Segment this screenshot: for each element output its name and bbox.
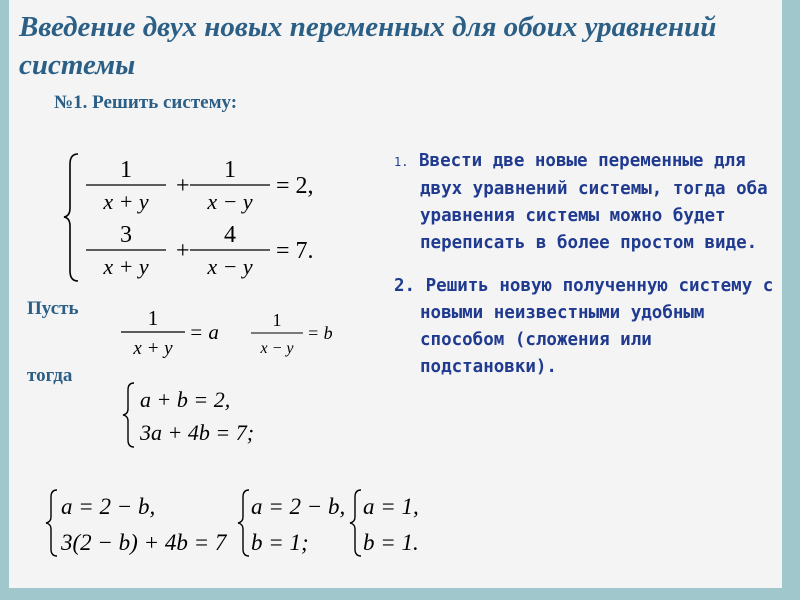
substitution-rhs: = a — [189, 320, 219, 344]
fraction-denominator: x − y — [207, 254, 253, 279]
substitution-b — [249, 307, 359, 367]
fraction-numerator: 1 — [147, 306, 159, 330]
fraction-numerator: 3 — [120, 222, 132, 248]
fraction-numerator: 1 — [224, 157, 236, 183]
plus-sign: + — [176, 238, 190, 264]
step-number: 2. — [394, 276, 416, 296]
equation-2: 3a + 4b = 7; — [140, 420, 255, 445]
step-text: Решить новую полученную систему с новыми неизвестными удобным способом (сложения или подстановки). — [420, 276, 774, 377]
togda-label: тогда — [27, 365, 73, 386]
task-label: №1. Решить систему: — [54, 92, 238, 113]
system-brace — [64, 154, 78, 281]
system-brace — [350, 490, 361, 556]
system-original — [64, 150, 354, 285]
fraction-denominator: x − y — [260, 340, 294, 357]
fraction-denominator: x + y — [103, 254, 149, 279]
plus-sign: + — [176, 173, 190, 199]
substitution-a — [117, 305, 237, 367]
pust-label: Пусть — [27, 298, 79, 319]
system-brace — [46, 490, 57, 556]
system-new — [122, 380, 302, 450]
system-brace — [238, 490, 249, 556]
equation-2: 3(2 − b) + 4b = 7 — [61, 530, 227, 555]
equation-1: a = 2 − b, — [251, 494, 346, 519]
equation-1: a = 2 − b, — [61, 494, 156, 519]
fraction-numerator: 1 — [120, 157, 132, 183]
equation-1: a = 1, — [363, 494, 419, 519]
slide — [9, 0, 782, 588]
step-number: 1. — [394, 155, 409, 169]
system-brace — [123, 383, 134, 447]
equation-2: b = 1. — [363, 530, 419, 555]
fraction-numerator: 4 — [224, 222, 236, 248]
equation-rhs: = 7. — [276, 238, 314, 264]
fraction-numerator: 1 — [272, 310, 282, 330]
equation-1: a + b = 2, — [140, 387, 231, 412]
equation-1 — [86, 157, 314, 214]
slide-title: Введение двух новых переменных для обоих уравнений системы — [19, 11, 717, 81]
system-step-2 — [237, 487, 357, 559]
system-step-1 — [45, 487, 245, 559]
fraction-denominator: x + y — [133, 338, 173, 359]
step-1 — [394, 148, 779, 257]
substitution-rhs: = b — [307, 323, 333, 343]
equation-rhs: = 2, — [276, 173, 314, 199]
equation-2: b = 1; — [251, 530, 309, 555]
solution-steps — [394, 148, 779, 397]
step-2 — [394, 273, 779, 381]
fraction-denominator: x − y — [207, 189, 253, 214]
step-text: Ввести две новые переменные для двух уравнений системы, тогда оба уравнения системы можно будет переписать в более простом виде. — [419, 151, 768, 253]
equation-2 — [86, 222, 314, 279]
fraction-denominator: x + y — [103, 189, 149, 214]
system-solution — [349, 487, 439, 559]
